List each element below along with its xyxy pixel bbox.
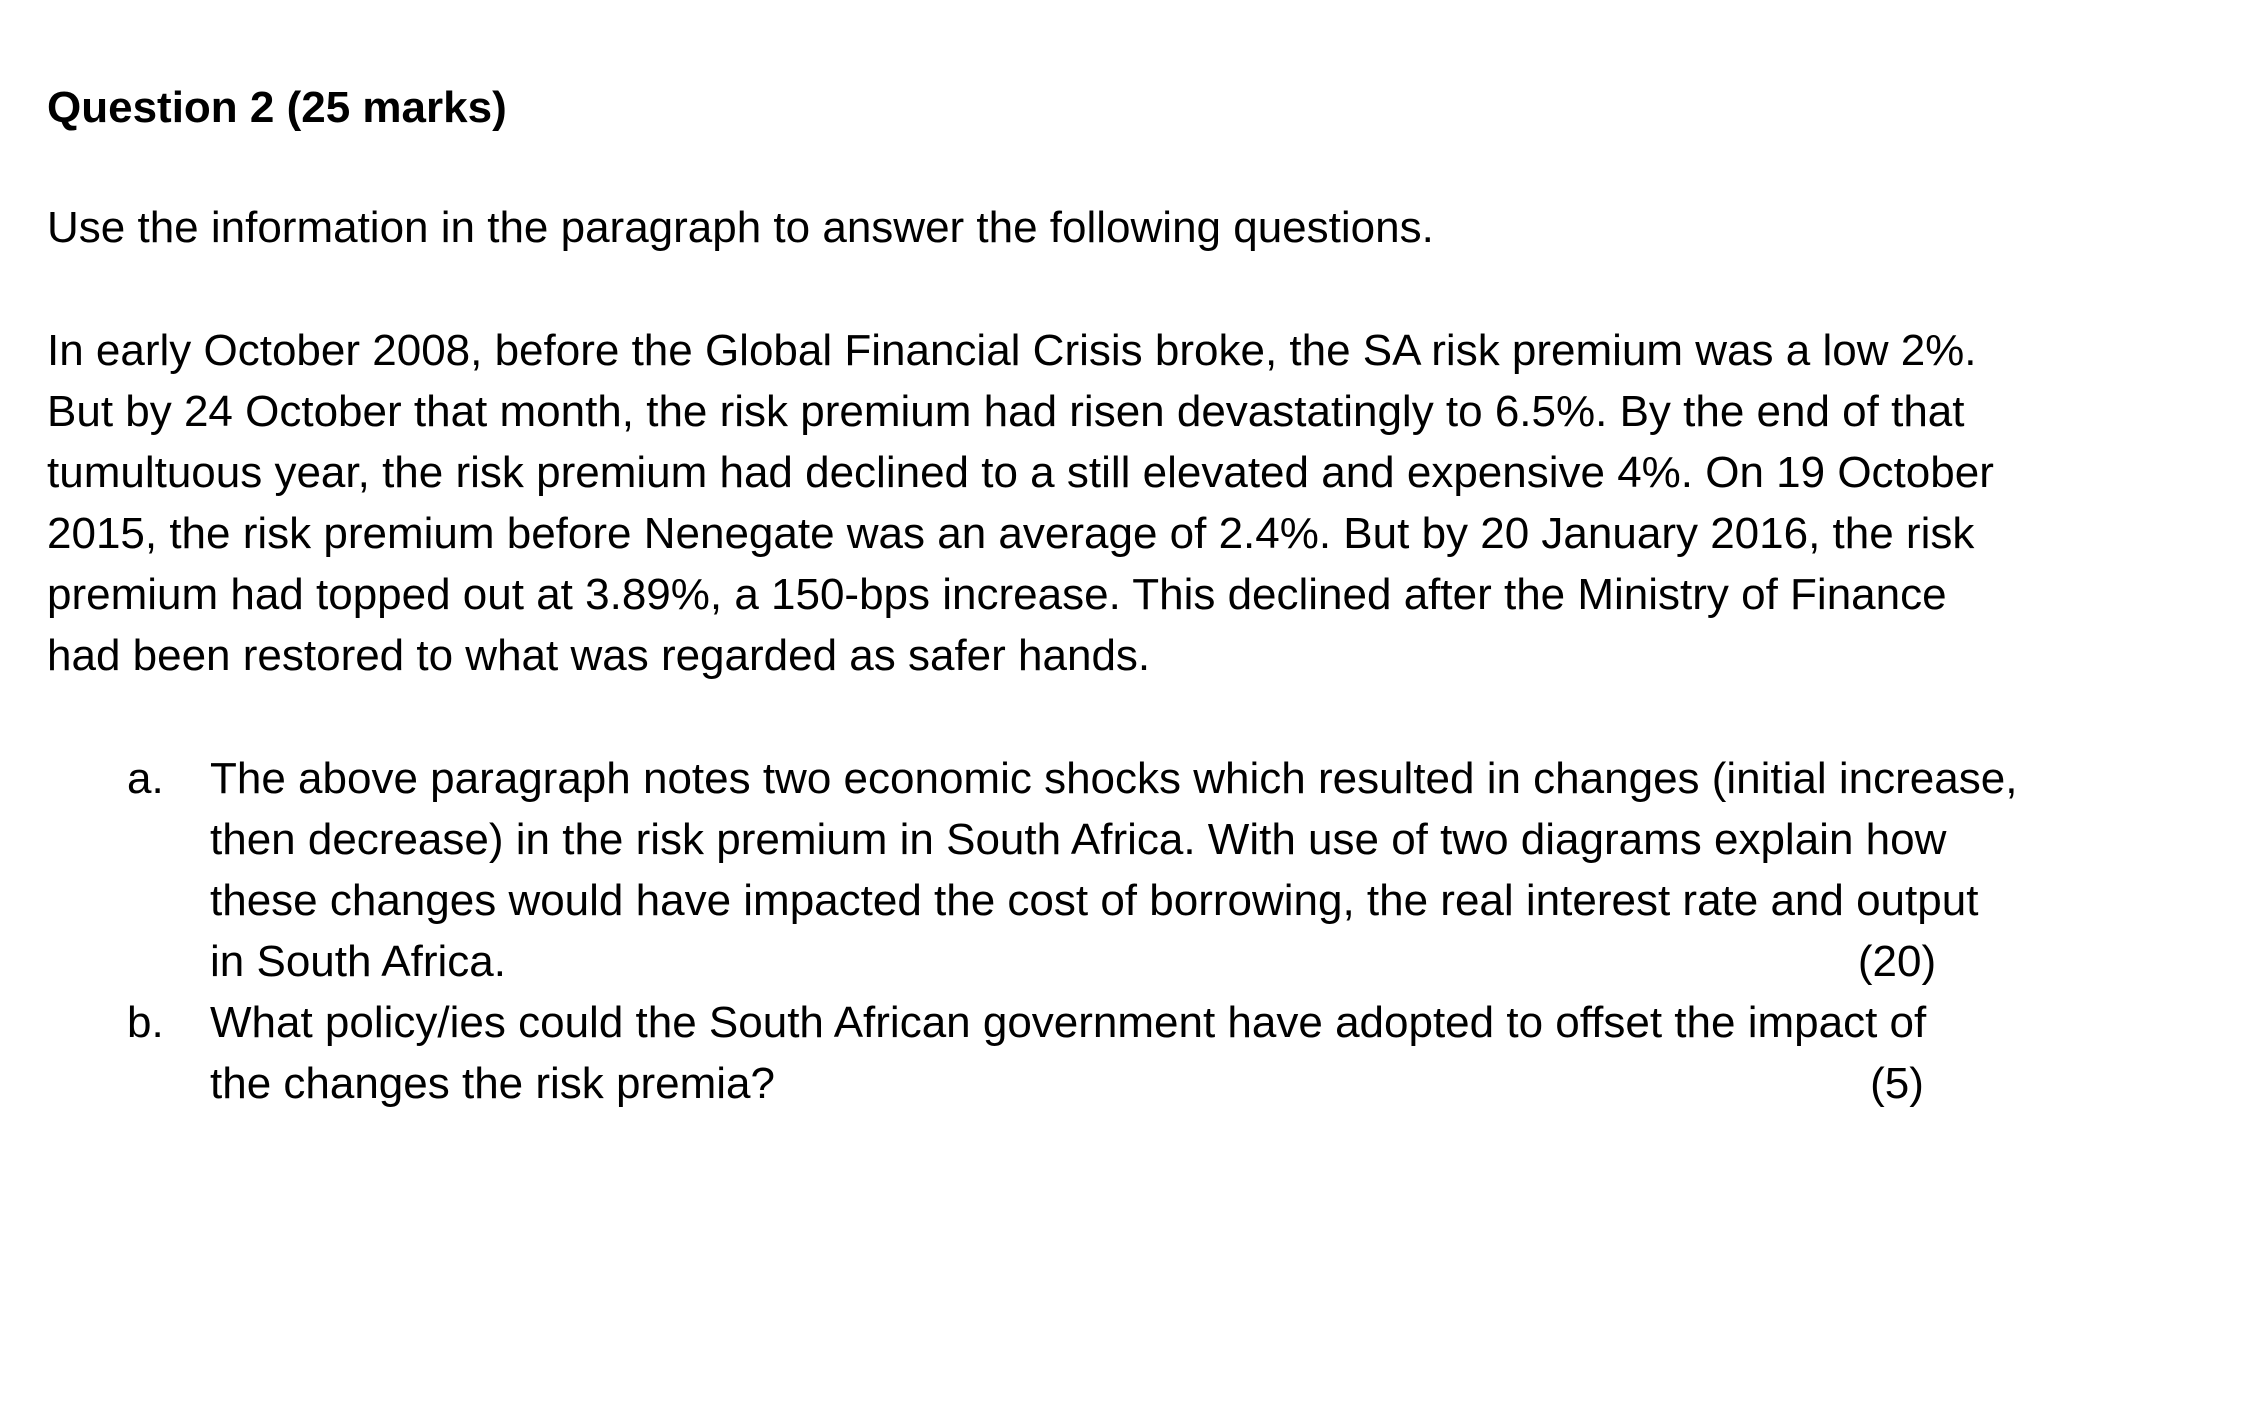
passage-paragraph (47, 320, 2157, 686)
passage-line: In early October 2008, before the Global Financial Crisis broke, the SA risk premium was a low 2%. (47, 326, 1977, 375)
question-b-text: the changes the risk premia? (210, 1059, 775, 1108)
question-a-line (47, 870, 2157, 931)
question-b-line (47, 1053, 2157, 1114)
question-a-line (47, 809, 2157, 870)
question-a-label: a. (127, 754, 164, 803)
question-b-label: b. (127, 998, 164, 1047)
passage-line: But by 24 October that month, the risk premium had risen devastatingly to 6.5%. By the end of that (47, 387, 1965, 436)
passage-line: had been restored to what was regarded as safer hands. (47, 631, 1151, 680)
question-a-line (47, 748, 2157, 809)
question-a-text: The above paragraph notes two economic shocks which resulted in changes (initial increase, (210, 754, 2018, 803)
question-list (47, 748, 2157, 1114)
question-heading: Question 2 (25 marks) (47, 83, 507, 132)
question-b-line (47, 992, 2157, 1053)
question-a-text: in South Africa. (210, 937, 506, 986)
question-a-marks: (20) (1857, 937, 1937, 986)
passage-line: tumultuous year, the risk premium had declined to a still elevated and expensive 4%. On 19 October (47, 448, 1994, 497)
question-a-text: these changes would have impacted the cost of borrowing, the real interest rate and output (210, 876, 1979, 925)
question-a-text: then decrease) in the risk premium in South Africa. With use of two diagrams explain how (210, 815, 1947, 864)
passage-line: 2015, the risk premium before Nenegate was an average of 2.4%. But by 20 January 2016, the risk (47, 509, 1975, 558)
question-a-line (47, 931, 2157, 992)
question-b-text: What policy/ies could the South African government have adopted to offset the impact of (210, 998, 1927, 1047)
question-b-marks: (5) (1870, 1059, 1924, 1108)
passage-line: premium had topped out at 3.89%, a 150-bps increase. This declined after the Ministry of Finance (47, 570, 1947, 619)
instruction-text: Use the information in the paragraph to answer the following questions. (47, 203, 1434, 252)
